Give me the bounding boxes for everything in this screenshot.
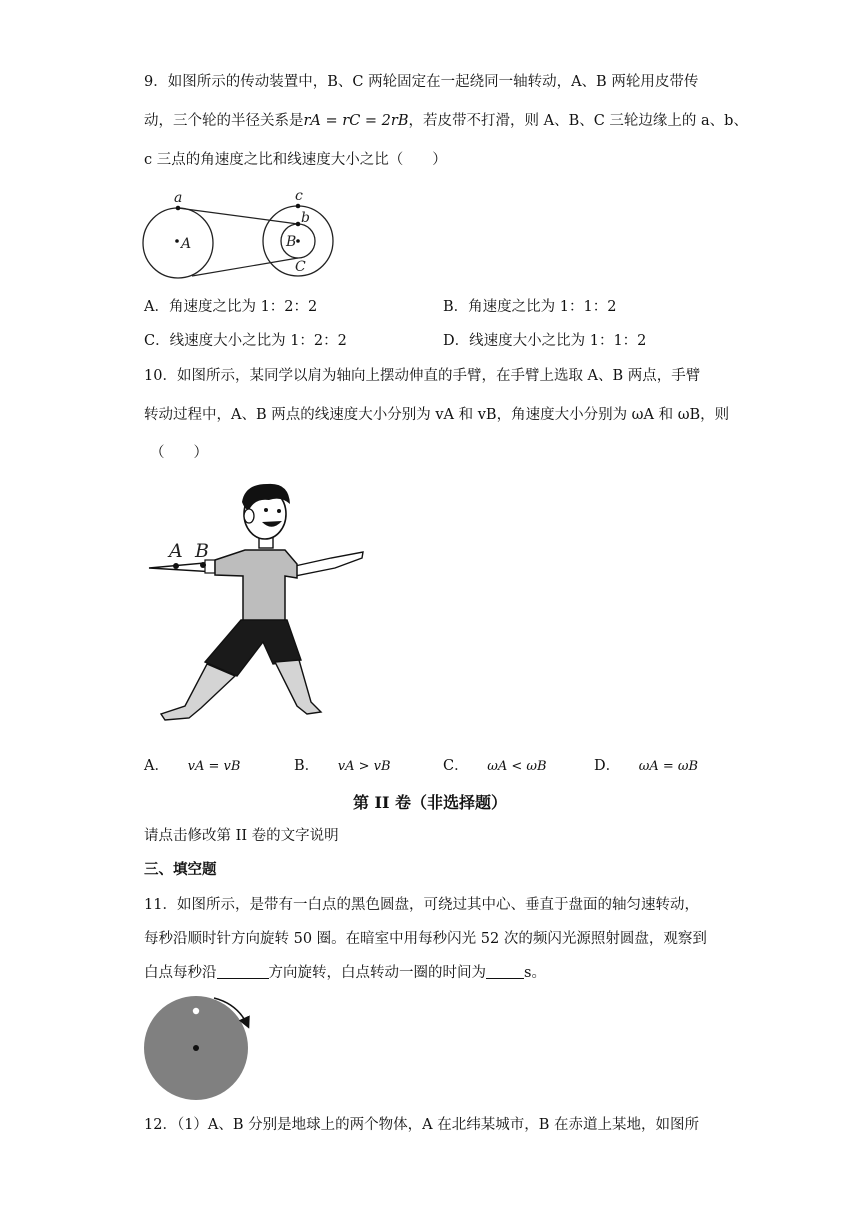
arm-label-A: A [169, 540, 183, 562]
q11-line-1: 11．如图所示，是带有一白点的黑色圆盘，可绕过其中心、垂直于盘面的轴匀速转动， [144, 897, 699, 913]
q10-line-3: （ ） [150, 445, 208, 461]
q11-blank-direction[interactable] [217, 964, 269, 979]
q12-line-1: 12．（1）A、B 分别是地球上的两个物体，A 在北纬某城市，B 在赤道上某地，如图所 [144, 1117, 700, 1133]
q10-option-b[interactable] [294, 756, 391, 777]
q9-line-2-post: ，若皮带不打滑，则 A、B、C 三轮边缘上的 a、b、 [408, 113, 748, 129]
q11-line-2: 每秒沿顺时针方向旋转 50 圈。在暗室中用每秒闪光 52 次的频闪光源照射圆盘，观察到 [144, 931, 707, 947]
q10-option-b-label: B． [294, 758, 320, 774]
point-b-dot [296, 222, 301, 227]
wheel-a-circle [143, 208, 213, 278]
q9-radius-formula: rA = rC = 2rB [303, 113, 409, 129]
q11-blank-period[interactable] [486, 964, 524, 979]
rotating-disc-figure [140, 994, 280, 1106]
q10-line-1: 10．如图所示，某同学以肩为轴向上摆动伸直的手臂，在手臂上选取 A、B 两点，手臂 [144, 368, 701, 384]
q9-line-2 [144, 111, 748, 131]
point-a-dot [176, 206, 181, 211]
right-leg [275, 660, 321, 714]
white-dot [193, 1008, 199, 1014]
arm-label-B: B [195, 540, 209, 562]
right-arm [295, 552, 363, 576]
q11-line-3-c: s。 [524, 965, 546, 981]
shirt [215, 550, 297, 622]
q10-option-b-expr: vA > vB [337, 759, 391, 774]
part-2-title: 第 II 卷（非选择题） [352, 793, 508, 812]
label-c: c [295, 188, 303, 204]
q10-option-a-label: A． [144, 758, 169, 774]
eye-right [277, 509, 281, 513]
q10-option-c-expr: ωA < ωB [487, 759, 547, 774]
pulley-diagram [140, 188, 340, 288]
point-c-dot [296, 204, 301, 209]
q11-line-3-a: 白点每秒沿 [144, 965, 217, 981]
q9-option-d[interactable]: D．线速度大小之比为 1：1：2 [443, 333, 647, 349]
point-B-dot [200, 562, 206, 568]
q9-line-3: c 三点的角速度之比和线速度大小之比（ ） [144, 152, 447, 168]
q10-option-a[interactable] [144, 756, 240, 777]
disc-center-dot [193, 1045, 199, 1051]
arm-swing-figure [145, 480, 375, 730]
q9-option-a[interactable]: A．角速度之比为 1：2：2 [144, 299, 318, 315]
section-fill-in-heading: 三、填空题 [144, 861, 217, 878]
center-b-dot [296, 239, 300, 243]
label-b: b [301, 210, 310, 226]
q10-option-d[interactable] [594, 756, 698, 777]
q10-option-d-expr: ωA = ωB [638, 759, 699, 774]
label-B: B [286, 234, 297, 250]
eye-left [264, 508, 268, 512]
q10-option-c-label: C． [443, 758, 469, 774]
q9-line-1: 9．如图所示的传动装置中，B、C 两轮固定在一起绕同一轴转动，A、B 两轮用皮带传 [144, 74, 699, 90]
q10-line-2: 转动过程中，A、B 两点的线速度大小分别为 vA 和 vB，角速度大小分别为 ωA 和 ωB，则 [144, 407, 730, 423]
center-a-dot [175, 239, 179, 243]
q11-line-3 [144, 963, 546, 983]
q9-line-2-pre: 动，三个轮的半径关系是 [144, 113, 304, 129]
q10-option-c[interactable] [443, 756, 547, 777]
part-2-note[interactable]: 请点击修改第 II 卷的文字说明 [144, 828, 339, 844]
q10-option-d-label: D． [594, 758, 621, 774]
q10-option-a-expr: vA = vB [187, 759, 241, 774]
q9-option-c[interactable]: C．线速度大小之比为 1：2：2 [144, 333, 347, 349]
ear [244, 509, 254, 523]
label-a: a [174, 190, 183, 206]
q11-line-3-b: 方向旋转，白点转动一圈的时间为 [268, 965, 486, 981]
left-leg [161, 664, 235, 720]
point-A-dot [173, 563, 179, 569]
q9-option-b[interactable]: B．角速度之比为 1：1：2 [443, 299, 617, 315]
label-A: A [181, 236, 192, 252]
label-C: C [295, 259, 306, 275]
